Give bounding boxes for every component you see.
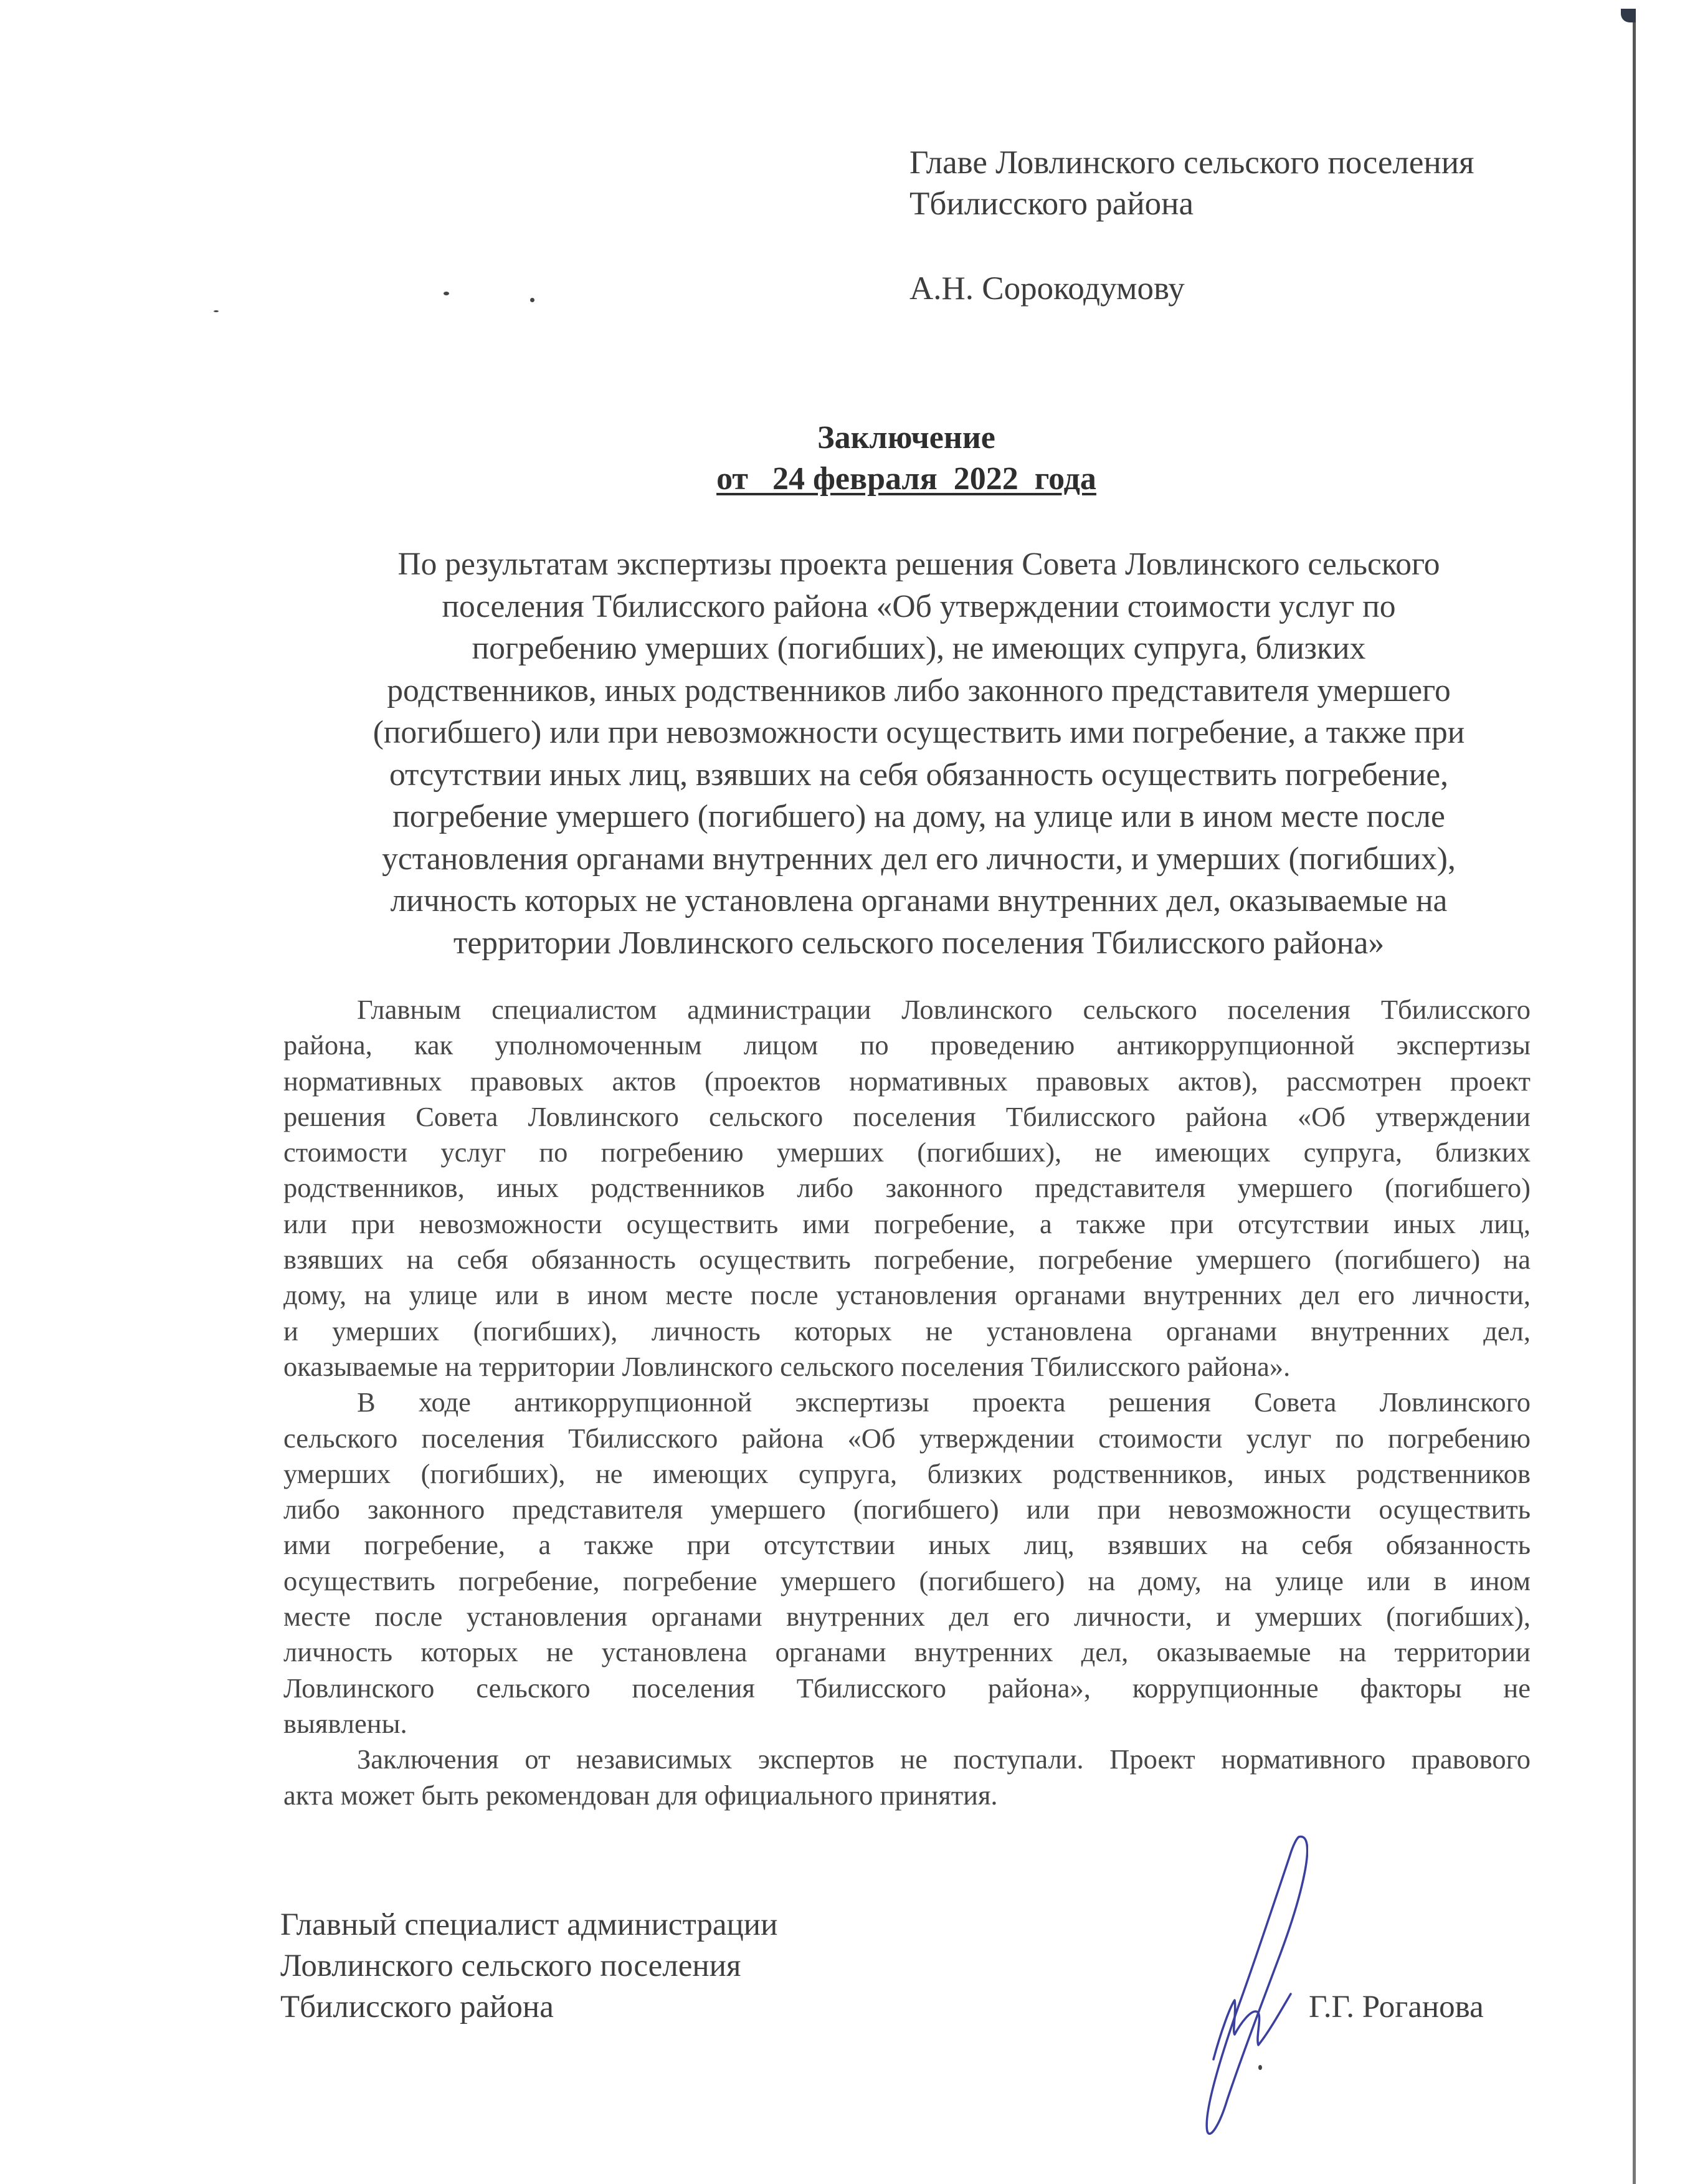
body-paragraph-1 xyxy=(283,992,1531,1385)
body-line: решения Совета Ловлинского сельского поселения Тбилисского района «Об утверждении xyxy=(283,1100,1531,1132)
body-paragraph-2 xyxy=(283,1385,1531,1742)
body-line: Ловлинского сельского поселения Тбилисского района», коррупционные факторы не xyxy=(283,1672,1531,1704)
body-line: нормативных правовых актов (проектов нормативных правовых актов), рассмотрен проект xyxy=(283,1065,1531,1097)
body-paragraph-3 xyxy=(283,1742,1531,1813)
subject-paragraph xyxy=(293,543,1545,964)
addressee-line-2: Тбилисского района xyxy=(909,186,1194,222)
document-title: Заключение xyxy=(817,420,995,455)
subject-line: По результатам экспертизы проекта решения Совета Ловлинского сельского xyxy=(397,546,1440,582)
signer-position-line-1: Главный специалист администрации xyxy=(280,1907,778,1942)
addressee-line-1: Главе Ловлинского сельского поселения xyxy=(909,145,1474,181)
body-line: Главным специалистом администрации Ловлинского сельского поселения Тбилисского xyxy=(357,994,1531,1025)
document-date: от 24 февраля 2022 года xyxy=(716,461,1096,497)
body-line: ими погребение, а также при отсутствии иных лиц, взявших на себя обязанность xyxy=(283,1529,1531,1561)
body-line: оказываемые на территории Ловлинского сельского поселения Тбилисского района». xyxy=(283,1350,1291,1382)
subject-line: погребение умершего (погибшего) на дому, на улице или в ином месте после xyxy=(392,799,1445,834)
body-line: и умерших (погибших), личность которых не установлена органами внутренних дел, xyxy=(283,1315,1531,1347)
subject-line: (погибшего) или при невозможности осуществить ими погребение, а также при xyxy=(373,715,1465,750)
addressee-name: А.Н. Сорокодумову xyxy=(909,270,1185,307)
body-line: умерших (погибших), не имеющих супруга, близких родственников, иных родственников xyxy=(283,1457,1531,1489)
subject-line: установления органами внутренних дел его личности, и умерших (погибших), xyxy=(382,841,1456,877)
body-line: осуществить погребение, погребение умершего (погибшего) на дому, на улице или в ином xyxy=(283,1565,1531,1596)
subject-line: родственников, иных родственников либо законного представителя умершего xyxy=(387,672,1451,708)
subject-line: территории Ловлинского сельского поселения Тбилисского района» xyxy=(453,925,1385,961)
body-line: месте после установления органами внутренних дел его личности, и умерших (погибших), xyxy=(283,1601,1531,1633)
body-line: стоимости услуг по погребению умерших (погибших), не имеющих супруга, близких xyxy=(283,1137,1531,1168)
document-title-block xyxy=(561,417,1252,500)
body-line: В ходе антикоррупционной экспертизы проекта решения Совета Ловлинского xyxy=(357,1386,1531,1418)
signature-stroke xyxy=(1207,1837,1307,2134)
scan-speck xyxy=(530,298,534,302)
body-line: сельского поселения Тбилисского района «Об утверждении стоимости услуг по погребению xyxy=(283,1422,1531,1454)
body-line: Заключения от независимых экспертов не поступали. Проект нормативного правового xyxy=(357,1743,1531,1775)
addressee-block xyxy=(909,142,1607,309)
scan-edge-line xyxy=(1633,9,1636,2184)
body-text xyxy=(283,992,1531,1813)
body-line: либо законного представителя умершего (погибшего) или при невозможности осуществить xyxy=(283,1494,1531,1525)
signer-name: Г.Г. Роганова xyxy=(1309,1990,1484,2024)
subject-line: отсутствии иных лиц, взявших на себя обязанность осуществить погребение, xyxy=(389,756,1449,793)
body-line: взявших на себя обязанность осуществить погребение, погребение умершего (погибшего) на xyxy=(283,1244,1531,1276)
handwritten-signature xyxy=(1071,1819,1308,2143)
subject-line: личность которых не установлена органами внутренних дел, оказываемые на xyxy=(390,883,1448,918)
body-line: или при невозможности осуществить ими погребение, а также при отсутствии иных лиц, xyxy=(283,1208,1531,1239)
scan-edge-corner xyxy=(1621,9,1636,22)
body-line: личность которых не установлена органами внутренних дел, оказываемые на территории xyxy=(283,1636,1531,1668)
signer-position-line-3: Тбилисского района xyxy=(280,1990,554,2024)
signer-position-line-2: Ловлинского сельского поселения xyxy=(280,1948,741,1983)
subject-line: погребению умерших (погибших), не имеющих супруга, близких xyxy=(472,631,1366,666)
scan-speck xyxy=(444,292,449,295)
scan-speck xyxy=(214,310,219,312)
body-line: родственников, иных родственников либо законного представителя умершего (погибшего) xyxy=(283,1172,1531,1204)
signer-position-block xyxy=(280,1904,903,2028)
subject-line: поселения Тбилисского района «Об утверждении стоимости услуг по xyxy=(442,588,1396,624)
body-line: акта может быть рекомендован для официального принятия. xyxy=(283,1779,998,1811)
body-line: района, как уполномоченным лицом по проведению антикоррупционной экспертизы xyxy=(283,1029,1531,1061)
body-line: дому, на улице или в ином месте после установления органами внутренних дел его личности, xyxy=(283,1279,1531,1311)
body-line: выявлены. xyxy=(283,1707,407,1739)
